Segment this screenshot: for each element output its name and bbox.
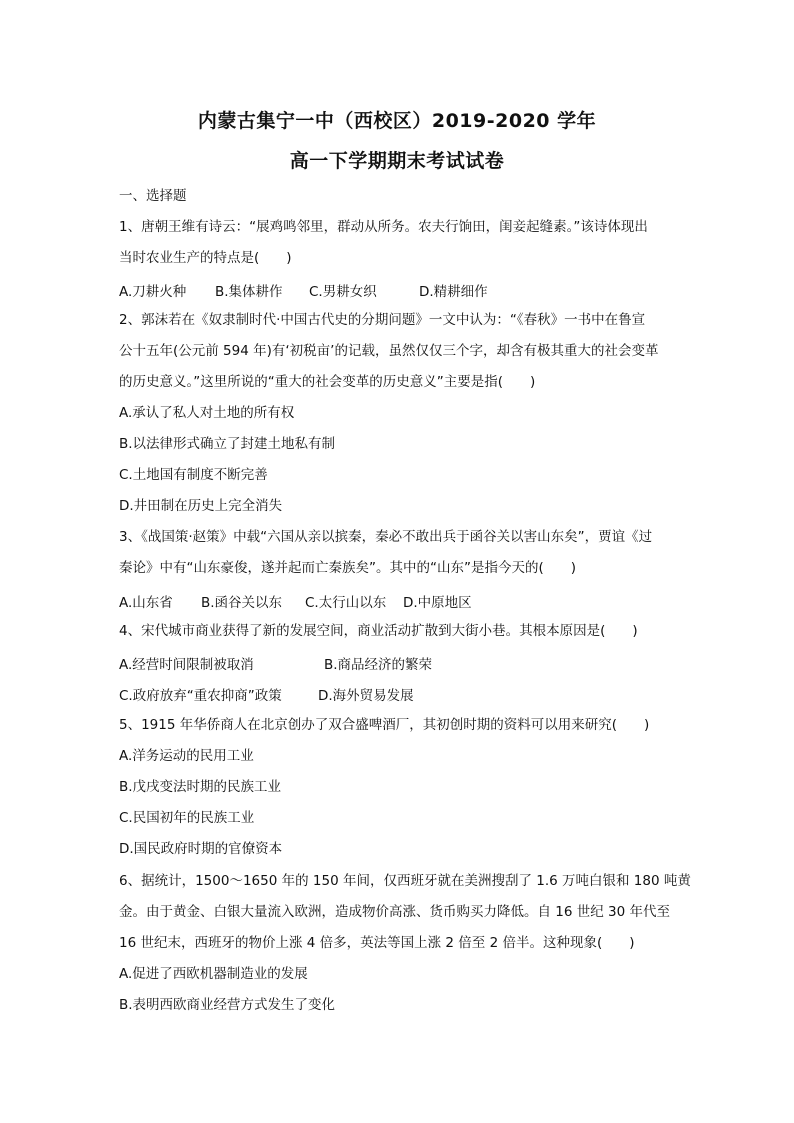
option-b: B.表明西欧商业经营方式发生了变化 xyxy=(119,997,336,1013)
question-2-text: 的历史意义。”这里所说的“重大的社会变革的历史意义”主要是指( ) xyxy=(119,374,536,390)
option-a: A.刀耕火种 xyxy=(119,284,187,300)
question-6-text: 16 世纪末，西班牙的物价上涨 4 倍多，英法等国上涨 2 倍至 2 倍半。这种现象( ) xyxy=(119,935,635,951)
option-b: B.集体耕作 xyxy=(215,284,283,300)
option-a: A.山东省 xyxy=(119,595,173,611)
option-d: D.海外贸易发展 xyxy=(318,688,414,704)
question-2-text: 公十五年(公元前 594 年)有‘初税亩’的记载，虽然仅仅三个字，却含有极其重大的社会变革 xyxy=(119,343,659,359)
question-1-options xyxy=(119,280,679,298)
question-4-options-row-1 xyxy=(119,653,679,671)
option-a: A.洋务运动的民用工业 xyxy=(119,748,254,764)
option-b: B.函谷关以东 xyxy=(201,595,283,611)
option-b: B.以法律形式确立了封建土地私有制 xyxy=(119,436,336,452)
option-a: A.承认了私人对土地的所有权 xyxy=(119,405,295,421)
option-b: B.戊戌变法时期的民族工业 xyxy=(119,779,282,795)
option-d: D.井田制在历史上完全消失 xyxy=(119,498,283,514)
option-b: B.商品经济的繁荣 xyxy=(324,657,433,673)
question-3-text: 秦论》中有“山东豪俊，遂并起而亡秦族矣”。其中的“山东”是指今天的( ) xyxy=(119,560,577,576)
option-c: C.土地国有制度不断完善 xyxy=(119,467,268,483)
section-heading: 一、选择题 xyxy=(119,188,187,204)
option-a: A.促进了西欧机器制造业的发展 xyxy=(119,966,308,982)
option-c: C.男耕女织 xyxy=(309,284,377,300)
question-3-text: 3、《战国策·赵策》中载“六国从亲以摈秦，秦必不敢出兵于函谷关以害山东矣”，贾谊《过 xyxy=(119,529,653,545)
option-a: A.经营时间限制被取消 xyxy=(119,657,254,673)
question-3-options xyxy=(119,591,679,609)
question-2-text: 2、郭沫若在《奴隶制时代·中国古代史的分期问题》一文中认为：“《春秋》一书中在鲁宣 xyxy=(119,312,646,328)
option-d: D.精耕细作 xyxy=(419,284,488,300)
question-6-text: 6、据统计，1500～1650 年的 150 年间，仅西班牙就在美洲搜刮了 1.6 万吨白银和 180 吨黄 xyxy=(119,873,691,889)
question-6-text: 金。由于黄金、白银大量流入欧洲，造成物价高涨、货币购买力降低。自 16 世纪 30 年代至 xyxy=(119,904,671,920)
option-c: C.民国初年的民族工业 xyxy=(119,810,255,826)
option-c: C.政府放弃“重农抑商”政策 xyxy=(119,688,282,704)
option-c: C.太行山以东 xyxy=(305,595,387,611)
exam-title-line-2: 高一下学期期末考试试卷 xyxy=(289,150,505,172)
exam-title-line-1: 内蒙古集宁一中（西校区）2019-2020 学年 xyxy=(197,110,597,132)
question-4-options-row-2 xyxy=(119,684,679,702)
question-1-text: 当时农业生产的特点是( ) xyxy=(119,250,292,266)
option-d: D.中原地区 xyxy=(403,595,472,611)
question-5-text: 5、1915 年华侨商人在北京创办了双合盛啤酒厂，其初创时期的资料可以用来研究( ) xyxy=(119,717,650,733)
option-d: D.国民政府时期的官僚资本 xyxy=(119,841,283,857)
question-1-text: 1、唐朝王维有诗云：“展鸡鸣邻里，群动从所务。农夫行饷田，闺妾起缝素。”该诗体现出 xyxy=(119,219,648,235)
question-4-text: 4、宋代城市商业获得了新的发展空间，商业活动扩散到大街小巷。其根本原因是( ) xyxy=(119,623,638,639)
